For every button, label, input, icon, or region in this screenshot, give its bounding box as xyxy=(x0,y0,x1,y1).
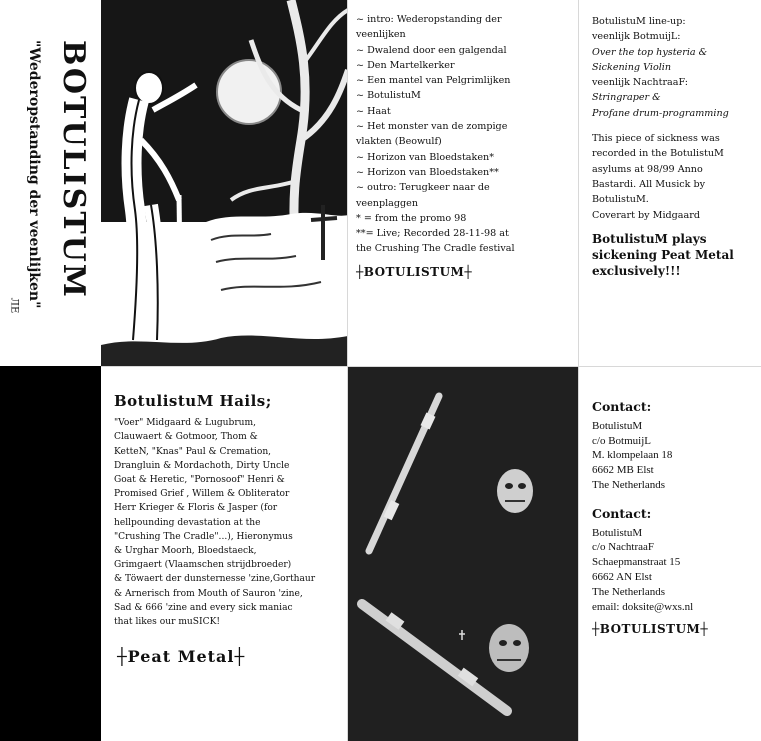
track-item: veenlijken xyxy=(356,29,406,41)
recording-line: recorded in the BotulistuM xyxy=(592,148,724,160)
contact-block xyxy=(592,400,755,493)
lineup-line: veenlijk NachtraaF: xyxy=(592,77,689,89)
contact-line: Schaepmanstraat 15 xyxy=(592,556,681,569)
track-item: ~ Het monster van de zompige xyxy=(356,121,508,133)
hails-line: KetteN, "Knas" Paul & Cremation, xyxy=(114,446,272,457)
track-note: **= Live; Recorded 28-11-98 at xyxy=(356,228,509,240)
fold-line xyxy=(347,0,348,741)
recording-line: Coverart by Midgaard xyxy=(592,209,700,221)
peat-metal-logo: ┼Peat Metal┼ xyxy=(117,647,246,666)
cover-artwork xyxy=(101,0,348,366)
band-photo xyxy=(347,366,578,741)
contact-line: BotulistuM xyxy=(592,526,643,539)
tracklist-panel xyxy=(348,0,578,366)
hails-list xyxy=(114,416,339,629)
recording-line: This piece of sickness was xyxy=(592,133,720,145)
spine-album-title: "Wederopstanding der veenlijken" xyxy=(26,40,42,309)
hails-line: & Töwaert der dunsternesse 'zine,Gorthaur xyxy=(114,574,316,585)
hails-line: & Urghar Moorh, Bloedstaeck, xyxy=(114,546,257,557)
peat-metal-slogan xyxy=(592,231,755,279)
tracklist-band-logo: ┼BOTULISTUM┼ xyxy=(356,264,473,279)
spine-band-name: BOTULISTUM xyxy=(56,40,91,300)
contact-title: Contact: xyxy=(592,399,652,414)
track-item: ~ Horizon van Bloedstaken* xyxy=(356,151,494,163)
track-item: ~ Haat xyxy=(356,105,391,117)
hails-line: Promised Grief , Willem & Obliterator xyxy=(114,489,290,500)
track-notes xyxy=(356,211,570,257)
hails-line: Grimgaert (Vlaamschen strijdbroeder) xyxy=(114,560,292,571)
contact-band-logo: ┼BOTULISTUM┼ xyxy=(592,622,709,637)
hails-line: hellpounding devastation at the xyxy=(114,517,261,528)
hails-line: Herr Krieger & Floris & Jasper (for xyxy=(114,503,278,514)
spine-panel xyxy=(0,0,101,366)
recording-line: Bastardi. All Musick by xyxy=(592,178,706,190)
track-item: ~ Dwalend door een galgendal xyxy=(356,44,507,56)
contact-line: The Netherlands xyxy=(592,478,665,491)
hails-line: Goat & Heretic, "Pornosoof" Henri & xyxy=(114,475,285,486)
track-item: ~ Den Martelkerker xyxy=(356,59,455,71)
contact-panel xyxy=(578,366,761,741)
black-block xyxy=(0,366,101,741)
recording-info xyxy=(592,131,755,223)
contact-line: 6662 MB Elst xyxy=(592,464,654,477)
hails-line: that likes our muSICK! xyxy=(114,617,221,628)
slogan-line: BotulistuM plays xyxy=(592,231,707,246)
hails-line: Clauwaert & Gotmoor, Thom & xyxy=(114,432,258,443)
lineup-line: veenlijk BotmuijL: xyxy=(592,31,681,43)
contact-line: c/o NachtraaF xyxy=(592,541,654,554)
lineup-line: Stringraper & xyxy=(592,92,661,104)
cover-illustration xyxy=(101,0,348,366)
contact-line: M. klompelaan 18 xyxy=(592,449,673,462)
spine-code: ЛЕ xyxy=(8,297,20,314)
fold-line xyxy=(578,0,579,741)
track-note: the Crushing The Cradle festival xyxy=(356,243,515,255)
hails-line: "Voer" Midgaard & Lugubrum, xyxy=(114,418,257,429)
contact-line: c/o BotmuijL xyxy=(592,434,651,447)
hails-title: BotulistuM Hails; xyxy=(114,392,272,410)
lineup-panel xyxy=(578,0,761,366)
contact-block xyxy=(592,507,755,615)
hails-line: "Crushing The Cradle"...), Hieronymus xyxy=(114,531,293,542)
contact-line: email: doksite@wxs.nl xyxy=(592,600,694,613)
track-note: * = from the promo 98 xyxy=(356,212,467,224)
slogan-line: exclusively!!! xyxy=(592,263,681,278)
lineup-line: Sickening Violin xyxy=(592,61,672,73)
recording-line: BotulistuM. xyxy=(592,194,649,206)
fold-line xyxy=(101,366,761,367)
contact-line: 6662 AN Elst xyxy=(592,570,652,583)
track-item: ~ Een mantel van Pelgrimlijken xyxy=(356,75,511,87)
contact-line: The Netherlands xyxy=(592,585,665,598)
slogan-line: sickening Peat Metal xyxy=(592,247,734,262)
contact-title: Contact: xyxy=(592,505,652,521)
track-item: ~ outro: Terugkeer naar de xyxy=(356,182,490,194)
lineup-line: Over the top hysteria & xyxy=(592,46,708,58)
lineup-members xyxy=(592,29,755,121)
hails-panel xyxy=(101,366,347,741)
lineup-line: Profane drum-programming xyxy=(592,107,729,119)
track-item: ~ BotulistuM xyxy=(356,90,421,102)
track-list xyxy=(356,12,570,211)
track-item: ~ Horizon van Bloedstaken** xyxy=(356,166,499,178)
hails-line: & Arnerisch from Mouth of Sauron 'zine, xyxy=(114,588,303,599)
lineup-title: BotulistuM line-up: xyxy=(592,16,686,27)
band-photo-image xyxy=(347,366,578,741)
hails-line: Sad & 666 'zine and every sick maniac xyxy=(114,602,293,613)
hails-line: Drangluin & Mordachoth, Dirty Uncle xyxy=(114,460,290,471)
track-item: vlakten (Beowulf) xyxy=(356,136,442,148)
contact-line: BotulistuM xyxy=(592,419,643,432)
track-item: ~ intro: Wederopstanding der xyxy=(356,14,502,25)
track-item: veenplaggen xyxy=(356,197,419,209)
contact-addresses xyxy=(592,400,755,614)
recording-line: asylums at 98/99 Anno xyxy=(592,163,703,175)
